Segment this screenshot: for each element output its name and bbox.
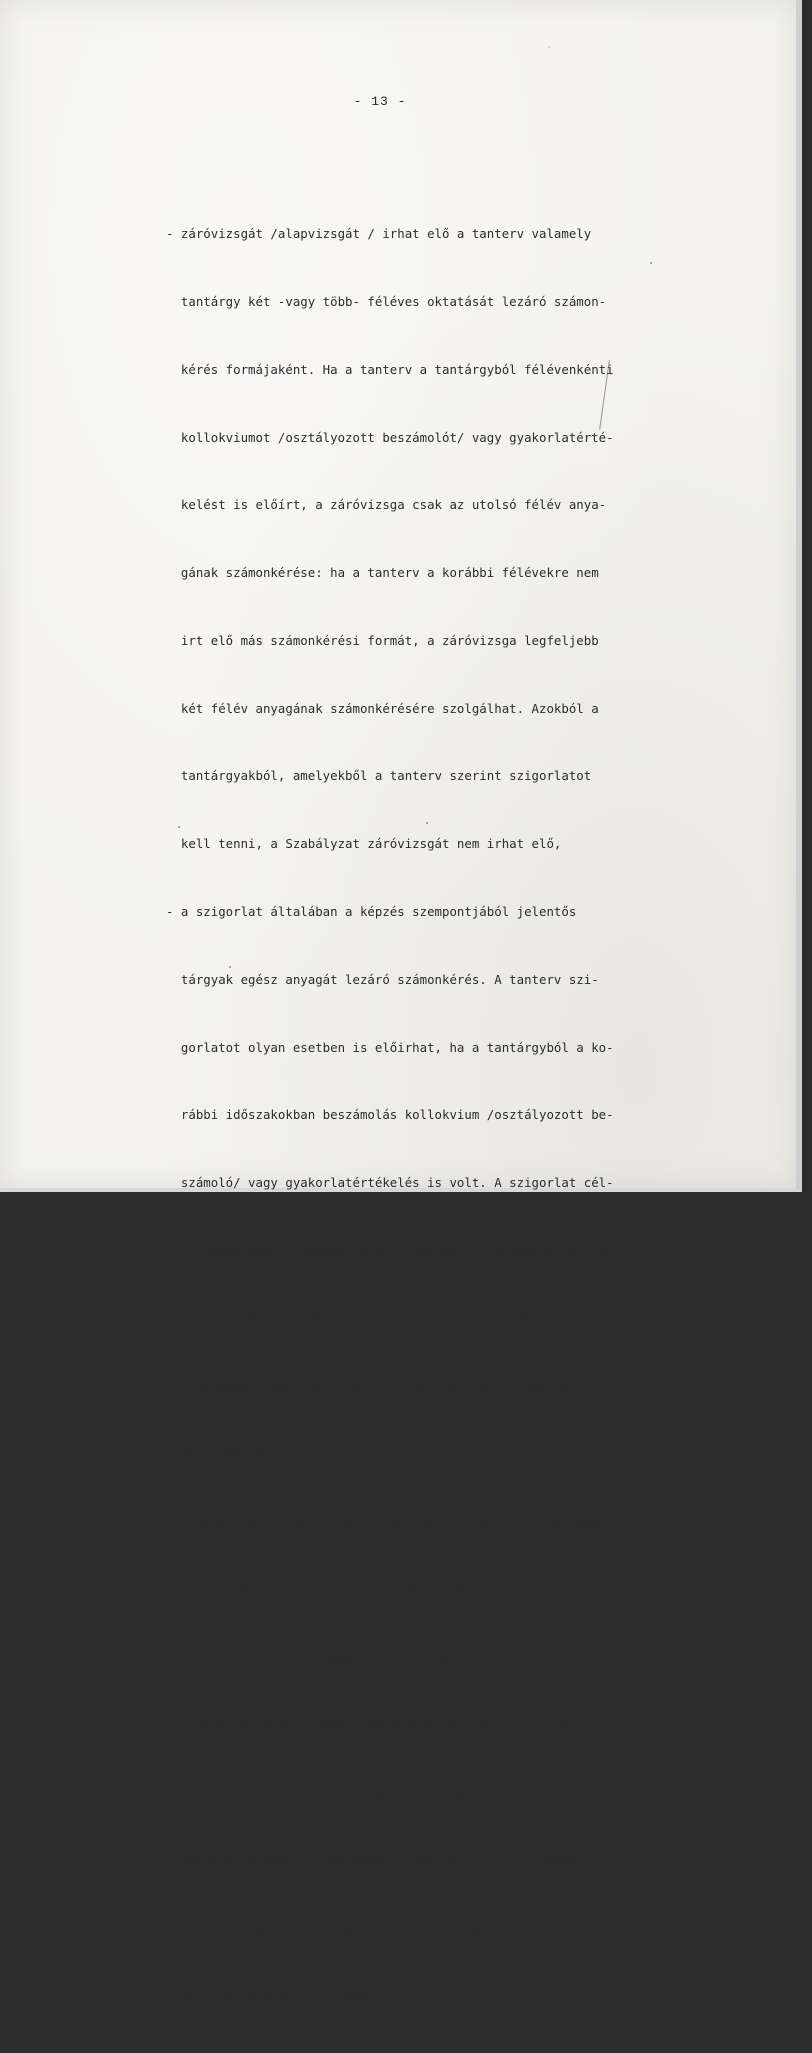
scan-speck bbox=[178, 826, 180, 828]
text-line: kérés formájaként. Ha a tanterv a tantárgyból félévenkénti bbox=[166, 361, 614, 377]
text-line: ló/, a záróvizsga és a szigorlat eredményét a 17. pont bbox=[166, 1581, 584, 1597]
text-line: két félév anyagának számonkérésére szolgálhat. Azokból a bbox=[166, 700, 599, 716]
text-line: irt elő más számonkérési formát, a záróvizsga legfeljebb bbox=[166, 632, 599, 648]
scan-speck bbox=[229, 966, 231, 968]
scan-speck bbox=[548, 46, 550, 48]
text-line: A gyakorlatértékelés, a kollokvium /osztályozott beszámo- bbox=[166, 1514, 607, 1530]
text-line: kollokviumot /osztályozott beszámolót/ vagy gyakorlatérté- bbox=[166, 429, 614, 445]
text-line: - záróvizsgát /alapvizsgát / irhat elő a tanterv valamely bbox=[166, 226, 592, 242]
text-line: tantárgyakból, amelyekből a tanterv szerint szigorlatot bbox=[166, 768, 592, 784]
text-line: gorlatot olyan esetben is előirhat, ha a tantárgyból a ko- bbox=[166, 1039, 614, 1055]
text-line: függéseket, amelyek hivatása gyakorlásához elengedhetetle- bbox=[166, 1378, 614, 1394]
text-line: ja annak megállapitása, hogy a hallgató elsajátitotta-e a bbox=[166, 1242, 607, 1258]
text-line: gának számonkérése: ha a tanterv a korábbi félévekre nem bbox=[166, 565, 599, 581]
text-line: rábbi időszakokban beszámolás kollokvium /osztályozott be- bbox=[166, 1107, 614, 1123]
text-line: tantárgy két -vagy több- féléves oktatását lezáró számon- bbox=[166, 293, 607, 309]
text-line: tárgyak egész anyagát lezáró számonkérés. A tanterv szi- bbox=[166, 971, 599, 987]
text-line: nül szükségesek. bbox=[166, 1446, 301, 1462]
text-line: tantárgy átfogó ismeretanyagát, ismeri-e azokat az össze- bbox=[166, 1310, 607, 1326]
text-line: számoló/ vagy gyakorlatértékelés is volt. A szigorlat cél- bbox=[166, 1175, 614, 1191]
text-line: ból a hallgató szigorlatot tesz, más számonkérést e tan- bbox=[166, 1920, 599, 1936]
page-number: - 13 - bbox=[353, 94, 407, 109]
body-text bbox=[166, 178, 666, 2053]
scan-speck bbox=[426, 822, 428, 824]
scan-speck bbox=[650, 262, 652, 264]
text-line: - a szigorlat általában a képzés szempontjából jelentős bbox=[166, 904, 577, 919]
text-line: kell tenni, a Szabályzat záróvizsgát nem irhat elő, bbox=[166, 836, 562, 852]
text-line: lamvizsgát kell tenni, szigorlatot nem lehet előirni. bbox=[166, 1785, 577, 1801]
text-line: kelést is előírt, a záróvizsga csak az utolsó félév anya- bbox=[166, 497, 607, 513]
text-line: Annak a félévnek az anyagából, amelynek végén a tantárgy- bbox=[166, 1852, 607, 1868]
text-line: szerinti osztályzatokkal kell értékelni. bbox=[166, 1649, 480, 1665]
text-line: tárgyból előirni nem lehet. bbox=[166, 1988, 383, 2004]
text-line: Azokból a tantárgyakból, amelyekből a tanterv szerint ál- bbox=[166, 1717, 607, 1733]
